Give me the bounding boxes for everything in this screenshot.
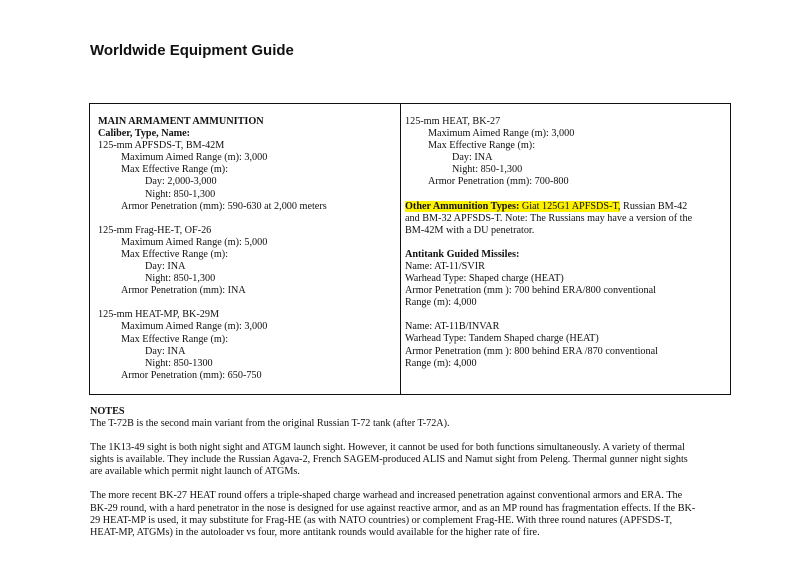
other-ammo-line: BM-42M with a DU penetrator. (405, 224, 535, 236)
armor-penetration: Armor Penetration (mm): 650-750 (121, 369, 262, 381)
notes-heading: NOTES (90, 406, 125, 417)
max-effective-range: Max Effective Range (m): (121, 248, 229, 260)
notes-line: sights is available. They include the Russian Agava-2, French SAGEM-produced ALIS and Namut sight from Peleng. Thermal gunner night sights (90, 454, 688, 466)
max-effective-range: Max Effective Range (m): (428, 140, 536, 152)
max-effective-range: Max Effective Range (m): (121, 164, 229, 176)
day-range: Day: INA (145, 345, 186, 357)
missile-armor-penetration: Armor Penetration (mm ): 800 behind ERA /870 conventional (405, 345, 658, 357)
armor-penetration: Armor Penetration (mm): 700-800 (428, 176, 569, 188)
missile-name: Name: AT-11/SVIR (405, 260, 485, 272)
notes-line: are available which permit night launch of ATGMs. (90, 466, 300, 478)
missile-range: Range (m): 4,000 (405, 357, 477, 369)
notes-line: 29 HEAT-MP is used, it may substitute for Frag-HE (as with NATO countries) or complement Frag-HE. With three round natures (APFSDS-T, (90, 514, 672, 526)
missile-armor-penetration: Armor Penetration (mm ): 700 behind ERA/800 conventional (405, 285, 656, 297)
page-title: Worldwide Equipment Guide (90, 42, 294, 59)
column-divider (400, 104, 401, 394)
night-range: Night: 850-1,300 (145, 273, 216, 285)
armor-penetration: Armor Penetration (mm): INA (121, 285, 246, 297)
other-ammo-line: and BM-32 APFSDS-T. Note: The Russians may have a version of the (405, 212, 693, 224)
max-aimed-range: Maximum Aimed Range (m): 3,000 (121, 321, 268, 333)
notes-line: BK-29 round, with a hard penetrator in the nose is designed for use against reactive armor, and as an MP round has fragmentation effects. If the BK- (90, 502, 696, 514)
missile-name: Name: AT-11B/INVAR (405, 321, 500, 333)
day-range: Day: INA (452, 152, 493, 164)
ammunition-table (89, 103, 731, 395)
other-ammo-rest: Russian BM-42 (620, 200, 688, 212)
day-range: Day: INA (145, 261, 186, 273)
missile-warhead: Warhead Type: Tandem Shaped charge (HEAT) (405, 333, 599, 345)
max-aimed-range: Maximum Aimed Range (m): 3,000 (428, 128, 575, 140)
round-name: 125-mm APFSDS-T, BM-42M (98, 140, 225, 152)
section-heading: MAIN ARMAMENT AMMUNITION (98, 116, 264, 127)
missile-range: Range (m): 4,000 (405, 297, 477, 309)
max-aimed-range: Maximum Aimed Range (m): 5,000 (121, 236, 268, 248)
night-range: Night: 850-1,300 (145, 188, 216, 200)
notes-line: The T-72B is the second main variant from the original Russian T-72 tank (after T-72A). (90, 418, 450, 430)
missile-warhead: Warhead Type: Shaped charge (HEAT) (405, 273, 564, 285)
main-armament-column (98, 116, 327, 382)
round-name: 125-mm Frag-HE-T, OF-26 (98, 224, 212, 236)
other-munitions-column (405, 116, 692, 370)
notes-line: The more recent BK-27 HEAT round offers a triple-shaped charge warhead and increased penetration against conventional armors and ERA. The (90, 490, 683, 502)
max-aimed-range: Maximum Aimed Range (m): 3,000 (121, 152, 268, 164)
highlighted-text (405, 201, 620, 212)
other-ammo-highlight: Giat 125G1 APFSDS-T, (519, 200, 621, 212)
max-effective-range: Max Effective Range (m): (121, 333, 229, 345)
notes-line: The 1K13-49 sight is both night sight and ATGM launch sight. However, it cannot be used for both functions simultaneously. A variety of thermal (90, 442, 685, 454)
armor-penetration: Armor Penetration (mm): 590-630 at 2,000 meters (121, 200, 327, 212)
other-ammo-line (405, 201, 692, 213)
night-range: Night: 850-1,300 (452, 164, 523, 176)
notes-line: HEAT-MP, ATGMs) in the autoloader vs four, more antitank rounds would available for the higher rate of fire. (90, 526, 540, 538)
atgm-heading: Antitank Guided Missiles: (405, 248, 520, 260)
other-ammo-label: Other Ammunition Types: (405, 200, 520, 212)
section-subheading: Caliber, Type, Name: (98, 128, 191, 140)
night-range: Night: 850-1300 (145, 357, 213, 369)
round-name: 125-mm HEAT-MP, BK-29M (98, 309, 220, 321)
round-name: 125-mm HEAT, BK-27 (405, 116, 501, 127)
notes-section (90, 406, 740, 539)
day-range: Day: 2,000-3,000 (145, 176, 217, 188)
